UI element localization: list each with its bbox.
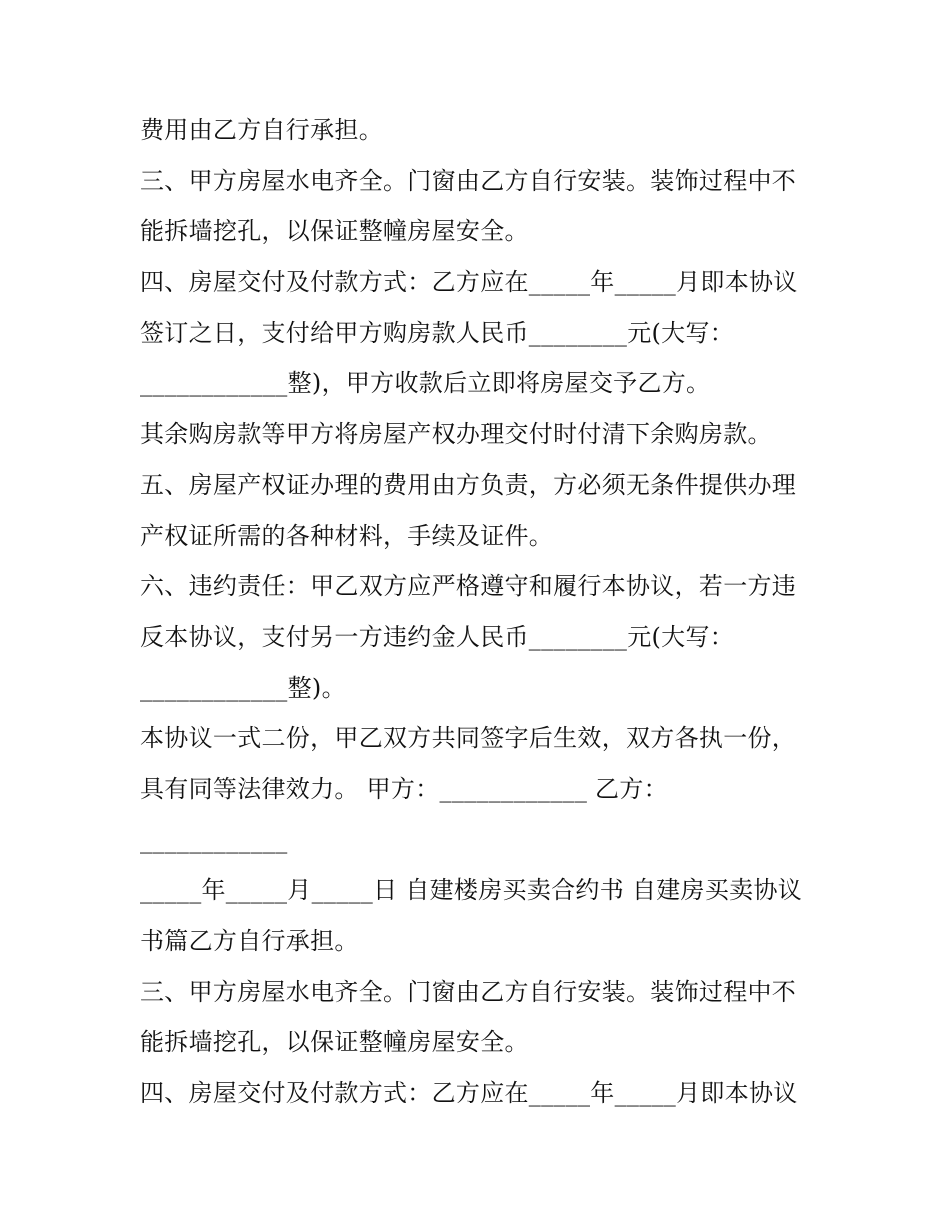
text-line: 书篇乙方自行承担。 (140, 927, 359, 955)
text-line: 能拆墙挖孔，以保证整幢房屋安全。 (140, 1028, 529, 1057)
text-line: 反本协议，支付另一方违约金人民币________元(大写： (140, 622, 735, 651)
text-line: 四、房屋交付及付款方式：乙方应在_____年_____月即本协议 (140, 1079, 798, 1108)
text-line: 本协议一式二份，甲乙双方共同签字后生效，双方各执一份， (140, 724, 797, 753)
text-line: 其余购房款等甲方将房屋产权办理交付时付清下余购房款。 (140, 420, 772, 449)
text-line: 产权证所需的各种材料，手续及证件。 (140, 521, 554, 550)
text-line: 三、甲方房屋水电齐全。门窗由乙方自行安装。装饰过程中不 (140, 977, 797, 1006)
text-line: ____________整)，甲方收款后立即将房屋交予乙方。 (140, 369, 711, 398)
text-line: 四、房屋交付及付款方式：乙方应在_____年_____月即本协议 (140, 268, 798, 297)
text-line: 具有同等法律效力。 甲方：____________ 乙方： (140, 774, 668, 803)
text-line: _____年_____月_____日 自建楼房买卖合约书 自建房买卖协议 (140, 876, 803, 905)
document-body (140, 105, 830, 1119)
text-line: 能拆墙挖孔，以保证整幢房屋安全。 (140, 217, 529, 246)
text-line: 签订之日，支付给甲方购房款人民币________元(大写： (140, 318, 735, 347)
text-line: 费用由乙方自行承担。 (140, 116, 383, 144)
text-line: 五、房屋产权证办理的费用由方负责，方必须无条件提供办理 (140, 470, 797, 499)
text-line: ____________ (140, 825, 288, 854)
text-line: 六、违约责任：甲乙双方应严格遵守和履行本协议，若一方违 (140, 572, 797, 601)
text-line: ____________整)。 (140, 673, 346, 702)
text-line: 三、甲方房屋水电齐全。门窗由乙方自行安装。装饰过程中不 (140, 166, 797, 195)
